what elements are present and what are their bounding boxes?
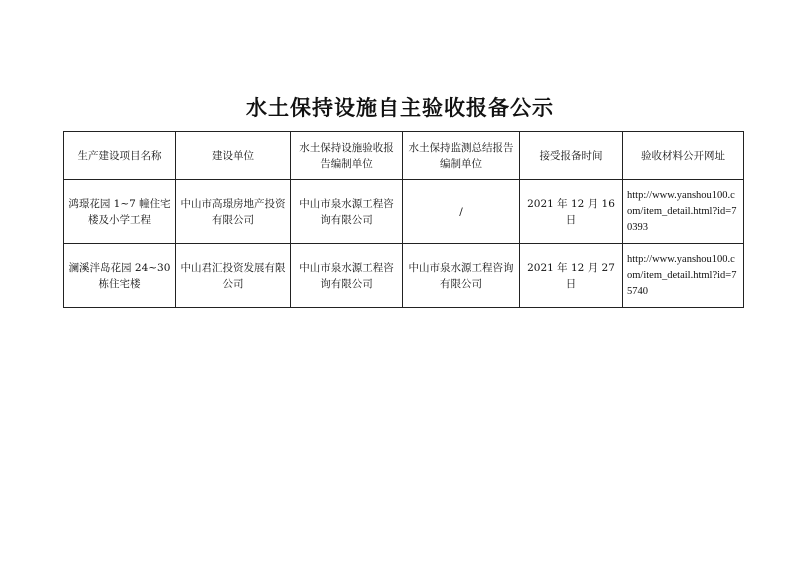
- header-acceptance-compiler: 水土保持设施验收报告编制单位: [291, 132, 403, 180]
- cell-builder: 中山君汇投资发展有限公司: [176, 244, 291, 308]
- cell-monitoring-compiler: /: [403, 180, 520, 244]
- header-builder: 建设单位: [176, 132, 291, 180]
- cell-monitoring-compiler: 中山市泉水源工程咨询有限公司: [403, 244, 520, 308]
- page-title: 水土保持设施自主验收报备公示: [246, 95, 554, 120]
- cell-url-link[interactable]: http://www.yanshou100.com/item_detail.html?id=75740: [623, 244, 744, 308]
- cell-acceptance-compiler: 中山市泉水源工程咨询有限公司: [291, 244, 403, 308]
- table-header-row: [64, 132, 744, 180]
- report-table: [63, 131, 744, 308]
- header-date: 接受报备时间: [520, 132, 623, 180]
- table-row: [64, 244, 744, 308]
- cell-project: 澜溪泮岛花园 24~30 栋住宅楼: [64, 244, 176, 308]
- cell-date: 2021 年 12 月 27 日: [520, 244, 623, 308]
- header-url: 验收材料公开网址: [623, 132, 744, 180]
- header-monitoring-compiler: 水土保持监测总结报告编制单位: [403, 132, 520, 180]
- cell-project: 鸿璟花园 1~7 幢住宅楼及小学工程: [64, 180, 176, 244]
- cell-url-link[interactable]: http://www.yanshou100.com/item_detail.html?id=70393: [623, 180, 744, 244]
- header-project-name: 生产建设项目名称: [64, 132, 176, 180]
- cell-date: 2021 年 12 月 16 日: [520, 180, 623, 244]
- cell-acceptance-compiler: 中山市泉水源工程咨询有限公司: [291, 180, 403, 244]
- table-row: [64, 180, 744, 244]
- cell-builder: 中山市高璟房地产投资有限公司: [176, 180, 291, 244]
